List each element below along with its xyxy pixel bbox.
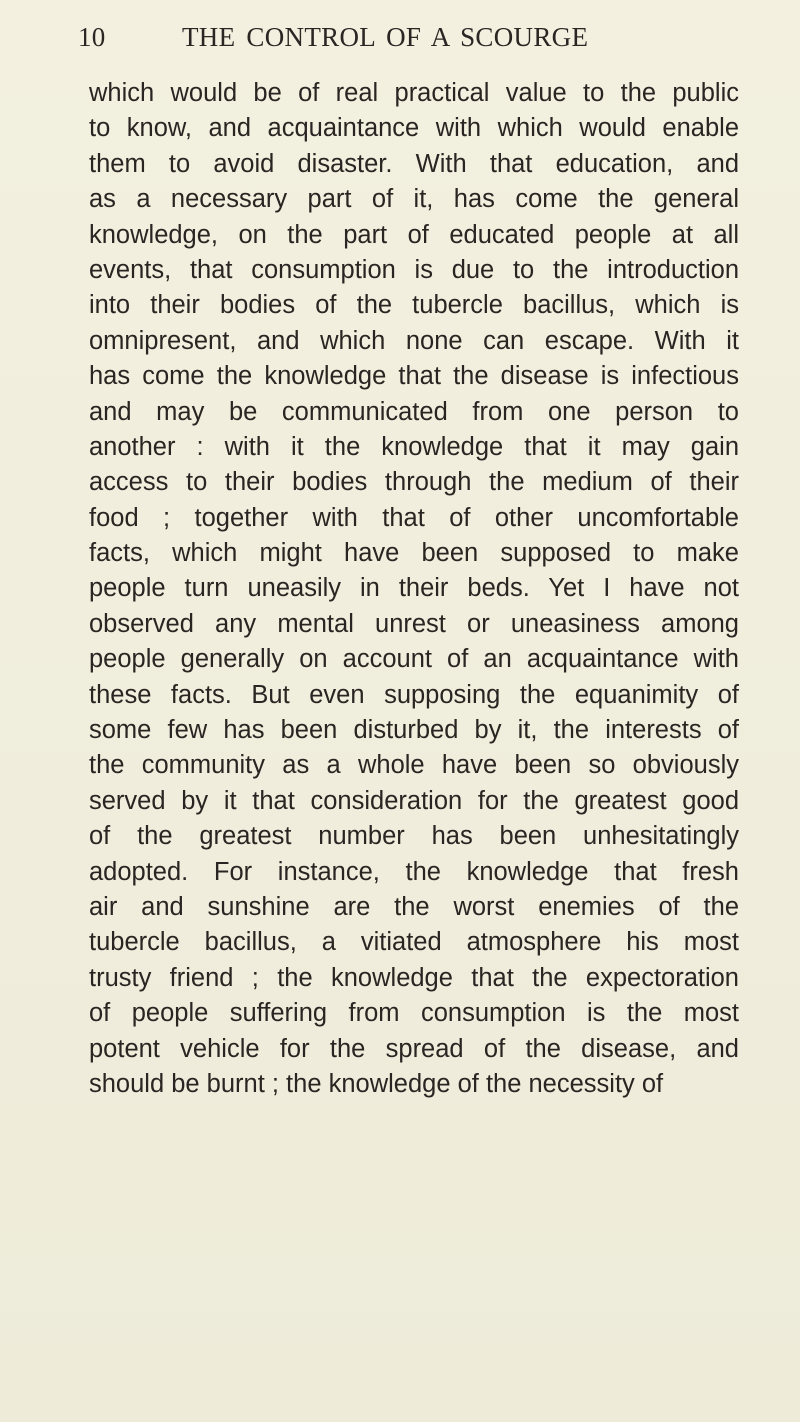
text-line: some few has been disturbed by it, the interests of: [89, 716, 739, 745]
body-text: [89, 76, 749, 1102]
text-line: facts, which might have been supposed to make: [89, 539, 739, 568]
page-number: 10: [78, 22, 106, 52]
text-line: should be burnt ; the knowledge of the necessity of: [89, 1069, 664, 1098]
text-line: into their bodies of the tubercle bacillus, which is: [89, 291, 739, 320]
text-line: these facts. But even supposing the equanimity of: [89, 680, 739, 709]
text-line: the community as a whole have been so obviously: [89, 751, 739, 780]
text-line: events, that consumption is due to the introduction: [89, 255, 739, 284]
text-line: has come the knowledge that the disease is infectious: [89, 362, 739, 391]
text-line: and may be communicated from one person to: [89, 397, 739, 426]
text-line: potent vehicle for the spread of the disease, and: [89, 1034, 739, 1063]
text-line: which would be of real practical value to the public: [89, 79, 739, 107]
text-line: observed any mental unrest or uneasiness among: [89, 609, 739, 638]
running-title: THE CONTROL OF A SCOURGE: [182, 22, 589, 52]
text-line: trusty friend ; the knowledge that the expectoration: [89, 963, 739, 992]
text-line: people generally on account of an acquaintance with: [89, 645, 739, 674]
text-line: another : with it the knowledge that it may gain: [89, 432, 739, 461]
text-line: of the greatest number has been unhesitatingly: [89, 822, 739, 851]
text-line: air and sunshine are the worst enemies of the: [89, 892, 739, 921]
text-line: food ; together with that of other uncomfortable: [89, 503, 739, 532]
paragraph: [89, 76, 739, 1102]
text-line: people turn uneasily in their beds. Yet I have not: [89, 574, 739, 603]
text-line: tubercle bacillus, a vitiated atmosphere his most: [89, 928, 739, 957]
text-line: them to avoid disaster. With that education, and: [89, 149, 739, 178]
text-line: adopted. For instance, the knowledge that fresh: [89, 857, 739, 886]
text-line: served by it that consideration for the greatest good: [89, 786, 739, 815]
text-line: omnipresent, and which none can escape. With it: [89, 326, 739, 355]
text-line: access to their bodies through the medium of their: [89, 468, 739, 497]
text-line: of people suffering from consumption is the most: [89, 999, 739, 1028]
text-line: to know, and acquaintance with which would enable: [89, 114, 739, 143]
running-head: [78, 22, 738, 62]
text-line: as a necessary part of it, has come the general: [89, 185, 739, 214]
text-line: knowledge, on the part of educated people at all: [89, 220, 739, 249]
